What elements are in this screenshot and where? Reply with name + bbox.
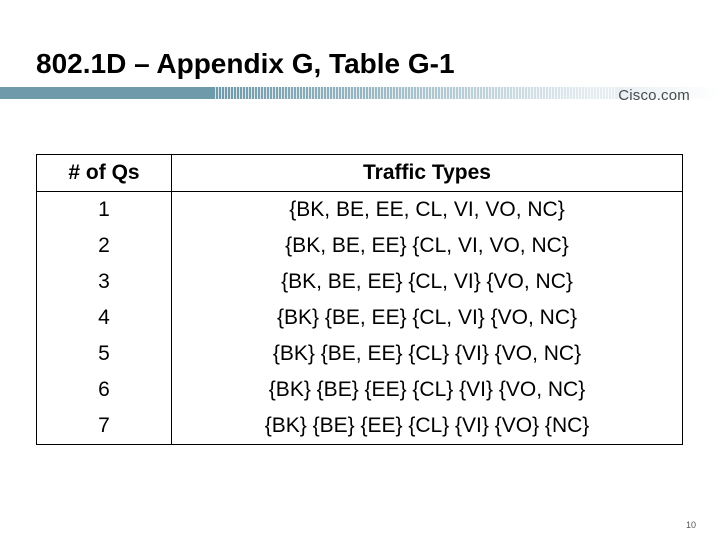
table-row	[37, 192, 683, 229]
slide-title: 802.1D – Appendix G, Table G-1	[36, 48, 455, 79]
table-row	[37, 264, 683, 300]
cell-traffic-types: {BK, BE, EE} {CL, VI} {VO, NC}	[172, 264, 683, 300]
cell-traffic-types: {BK, BE, EE, CL, VI, VO, NC}	[172, 192, 683, 229]
cell-traffic-types: {BK} {BE, EE} {CL} {VI} {VO, NC}	[172, 336, 683, 372]
cell-num-queues: 7	[37, 408, 172, 445]
table-row	[37, 372, 683, 408]
traffic-types-table	[36, 154, 683, 445]
cell-num-queues: 1	[37, 192, 172, 229]
cell-traffic-types: {BK} {BE} {EE} {CL} {VI} {VO} {NC}	[172, 408, 683, 445]
table-row	[37, 300, 683, 336]
cell-num-queues: 3	[37, 264, 172, 300]
header-num-queues: # of Qs	[37, 155, 172, 192]
cell-traffic-types: {BK, BE, EE} {CL, VI, VO, NC}	[172, 228, 683, 264]
cell-num-queues: 4	[37, 300, 172, 336]
cell-traffic-types: {BK} {BE} {EE} {CL} {VI} {VO, NC}	[172, 372, 683, 408]
title-bar	[0, 87, 720, 99]
table-row	[37, 228, 683, 264]
header-traffic-types: Traffic Types	[172, 155, 683, 192]
brand-logo-text: Cisco.com	[618, 87, 690, 104]
table-row	[37, 336, 683, 372]
table-header-row	[37, 155, 683, 192]
cell-num-queues: 5	[37, 336, 172, 372]
title-bar-stripes	[215, 87, 615, 99]
table-row	[37, 408, 683, 445]
cell-num-queues: 2	[37, 228, 172, 264]
page-number: 10	[686, 520, 697, 530]
cell-num-queues: 6	[37, 372, 172, 408]
cell-traffic-types: {BK} {BE, EE} {CL, VI} {VO, NC}	[172, 300, 683, 336]
